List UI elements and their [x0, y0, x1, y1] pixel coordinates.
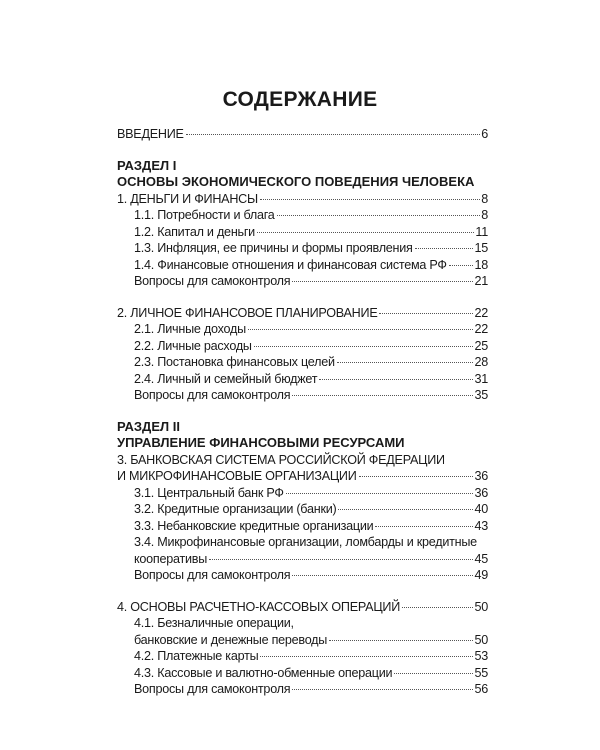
- dot-leader: [379, 313, 473, 314]
- page-number: 43: [474, 518, 488, 533]
- page-number: 22: [474, 305, 488, 320]
- spacer: [117, 290, 488, 305]
- entry-title: 4. ОСНОВЫ РАСЧЕТНО-КАССОВЫХ ОПЕРАЦИЙ: [117, 599, 400, 614]
- page-number: 15: [474, 241, 488, 255]
- entry-title: 3.1. Центральный банк РФ: [134, 485, 284, 500]
- entry-title: Вопросы для самоконтроля: [134, 274, 291, 288]
- page-number: 21: [474, 274, 488, 288]
- dot-leader: [286, 493, 474, 494]
- page-number: 45: [474, 551, 488, 566]
- toc-entry: [117, 615, 488, 632]
- dot-leader: [260, 199, 480, 200]
- toc-entry: [117, 126, 488, 143]
- entry-title: 1.1. Потребности и блага: [134, 208, 275, 222]
- spacer: [117, 143, 488, 158]
- toc-entry: [117, 599, 488, 616]
- page-number: 35: [474, 388, 488, 402]
- toc-entry: [117, 534, 488, 551]
- entry-title: 4.3. Кассовые и валютно-обменные операции: [134, 665, 393, 680]
- toc-entry: [117, 371, 488, 388]
- dot-leader: [375, 526, 473, 527]
- section-heading: [117, 435, 488, 452]
- spacer: [117, 584, 488, 599]
- toc-entry: [117, 681, 488, 698]
- toc-entry: [117, 305, 488, 322]
- page-number: 6: [481, 127, 488, 141]
- page-number: 22: [474, 322, 488, 336]
- page-number: 56: [474, 682, 488, 696]
- dot-leader: [292, 281, 473, 282]
- dot-leader: [260, 656, 473, 657]
- table-of-contents: [117, 126, 488, 698]
- entry-title: РАЗДЕЛ II: [117, 418, 180, 434]
- entry-title: ОСНОВЫ ЭКОНОМИЧЕСКОГО ПОВЕДЕНИЯ ЧЕЛОВЕКА: [117, 174, 475, 189]
- toc-entry: [117, 518, 488, 535]
- dot-leader: [277, 215, 481, 216]
- toc-entry: [117, 257, 488, 274]
- toc-entry: [117, 224, 488, 241]
- dot-leader: [402, 607, 473, 608]
- entry-title: 3.4. Микрофинансовые организации, ломбарды и кредитные: [134, 535, 477, 549]
- page-number: 49: [474, 568, 488, 582]
- page-number: 55: [474, 665, 488, 680]
- page-number: 53: [474, 649, 488, 663]
- page-number: 36: [474, 485, 488, 500]
- dot-leader: [359, 476, 474, 477]
- page-number: 25: [474, 338, 488, 353]
- toc-entry: [117, 648, 488, 665]
- entry-title: 4.2. Платежные карты: [134, 649, 259, 663]
- entry-title: 2.3. Постановка финансовых целей: [134, 355, 335, 369]
- entry-title: банковские и денежные переводы: [134, 632, 328, 647]
- dot-leader: [415, 248, 474, 249]
- toc-entry: [117, 485, 488, 502]
- page-number: 18: [474, 257, 488, 272]
- dot-leader: [449, 265, 474, 266]
- dot-leader: [292, 395, 473, 396]
- toc-entry: [117, 551, 488, 568]
- toc-entry: [117, 468, 488, 485]
- section-heading: [117, 419, 488, 436]
- page-number: 40: [474, 502, 488, 516]
- entry-title: УПРАВЛЕНИЕ ФИНАНСОВЫМИ РЕСУРСАМИ: [117, 435, 405, 450]
- page-number: 50: [474, 632, 488, 647]
- entry-title: 3.2. Кредитные организации (банки): [134, 502, 337, 516]
- dot-leader: [254, 346, 474, 347]
- toc-entry: [117, 501, 488, 518]
- entry-title: РАЗДЕЛ I: [117, 157, 177, 173]
- entry-title: 3.3. Небанковские кредитные организации: [134, 518, 374, 533]
- dot-leader: [257, 232, 474, 233]
- entry-title: 1.2. Капитал и деньги: [134, 224, 255, 239]
- section-heading: [117, 158, 488, 175]
- entry-title: 3. БАНКОВСКАЯ СИСТЕМА РОССИЙСКОЙ ФЕДЕРАЦИИ: [117, 452, 445, 467]
- entry-title: 1. ДЕНЬГИ И ФИНАНСЫ: [117, 191, 258, 206]
- dot-leader: [292, 689, 473, 690]
- spacer: [117, 404, 488, 419]
- entry-title: И МИКРОФИНАНСОВЫЕ ОРГАНИЗАЦИИ: [117, 469, 357, 483]
- dot-leader: [292, 575, 473, 576]
- toc-entry: [117, 191, 488, 208]
- page-number: 50: [474, 599, 488, 614]
- entry-title: 2. ЛИЧНОЕ ФИНАНСОВОЕ ПЛАНИРОВАНИЕ: [117, 305, 378, 320]
- page-title: СОДЕРЖАНИЕ: [222, 88, 378, 111]
- toc-entry: [117, 632, 488, 649]
- entry-title: 2.4. Личный и семейный бюджет: [134, 371, 318, 386]
- entry-title: 2.2. Личные расходы: [134, 338, 252, 353]
- toc-entry: [117, 567, 488, 584]
- page-number: 8: [481, 208, 488, 222]
- dot-leader: [248, 329, 474, 330]
- dot-leader: [319, 379, 473, 380]
- entry-title: Вопросы для самоконтроля: [134, 388, 291, 402]
- page-number: 8: [481, 191, 488, 206]
- entry-title: 1.4. Финансовые отношения и финансовая система РФ: [134, 257, 447, 272]
- page-number: 36: [474, 469, 488, 483]
- dot-leader: [337, 362, 474, 363]
- toc-entry: [117, 338, 488, 355]
- dot-leader: [329, 640, 473, 641]
- page-number: 31: [474, 371, 488, 386]
- toc-entry: [117, 321, 488, 338]
- page-number: 28: [474, 355, 488, 369]
- entry-title: Вопросы для самоконтроля: [134, 682, 291, 696]
- entry-title: Вопросы для самоконтроля: [134, 568, 291, 582]
- section-heading: [117, 174, 488, 191]
- dot-leader: [338, 509, 473, 510]
- dot-leader: [209, 559, 473, 560]
- toc-entry: [117, 665, 488, 682]
- entry-title: ВВЕДЕНИЕ: [117, 127, 184, 141]
- entry-title: 1.3. Инфляция, ее причины и формы проявления: [134, 241, 413, 255]
- toc-entry: [117, 273, 488, 290]
- entry-title: 4.1. Безналичные операции,: [134, 616, 294, 630]
- dot-leader: [186, 134, 481, 135]
- toc-entry: [117, 207, 488, 224]
- toc-entry: [117, 452, 488, 469]
- dot-leader: [394, 673, 473, 674]
- page-number: 11: [475, 224, 488, 239]
- entry-title: 2.1. Личные доходы: [134, 322, 246, 336]
- toc-entry: [117, 240, 488, 257]
- entry-title: кооперативы: [134, 551, 208, 566]
- toc-entry: [117, 387, 488, 404]
- toc-entry: [117, 354, 488, 371]
